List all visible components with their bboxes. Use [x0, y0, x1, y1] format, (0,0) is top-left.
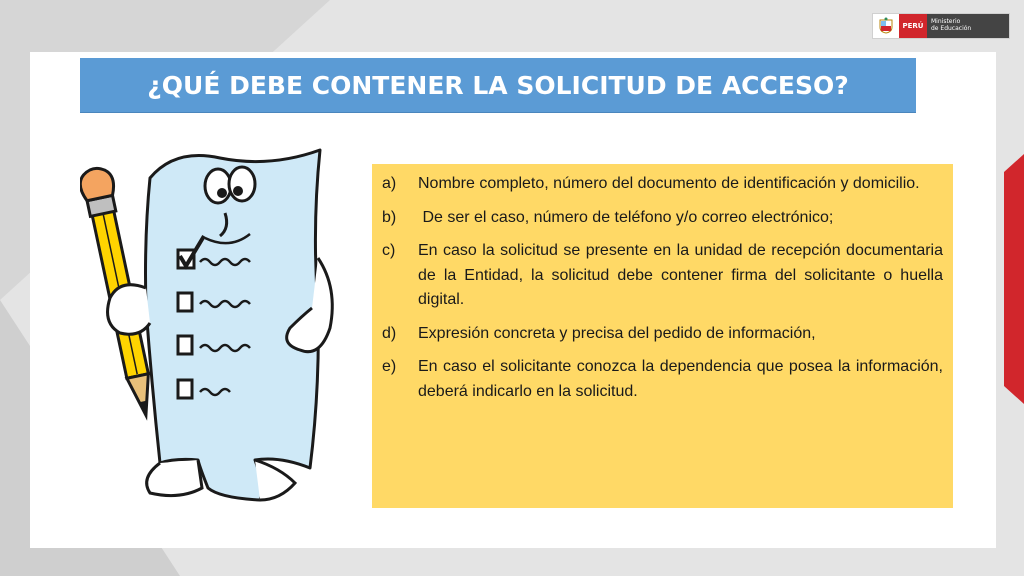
list-text: Expresión concreta y precisa del pedido de información, [418, 324, 816, 342]
logo-country: PERÚ [899, 14, 927, 38]
list-marker: a) [382, 175, 397, 192]
list-item [382, 172, 943, 197]
slide-title: ¿QUÉ DEBE CONTENER LA SOLICITUD DE ACCESO? [147, 70, 849, 100]
requirements-list [382, 172, 943, 404]
list-item [382, 206, 943, 231]
checklist-character-illustration [80, 138, 342, 506]
logo-ministry-line1: Ministerio [931, 18, 961, 25]
list-marker: e) [382, 358, 397, 375]
logo-ministry-line2: de Educación [931, 25, 972, 32]
list-text: En caso la solicitud se presente en la unidad de recepción documentaria de la Entidad, la solicitud debe contener firma del solicitante o huella digital. [418, 242, 943, 308]
list-item [382, 322, 943, 347]
logo-ministry [927, 14, 1009, 38]
list-text: Nombre completo, número del documento de identificación y domicilio. [418, 175, 920, 192]
list-item [382, 355, 943, 404]
list-marker: d) [382, 324, 397, 342]
ministry-logo [873, 14, 1009, 38]
list-marker: c) [382, 242, 396, 259]
coat-of-arms-icon [873, 14, 899, 38]
list-item [382, 239, 943, 313]
list-marker: b) [382, 208, 397, 226]
list-text: En caso el solicitante conozca la dependencia que posea la información, deberá indicarlo en la solicitud. [418, 358, 943, 400]
side-accent-tab [1000, 154, 1024, 404]
list-text: De ser el caso, número de teléfono y/o correo electrónico; [418, 208, 834, 226]
requirements-list-box [372, 164, 953, 508]
title-bar [80, 58, 916, 113]
